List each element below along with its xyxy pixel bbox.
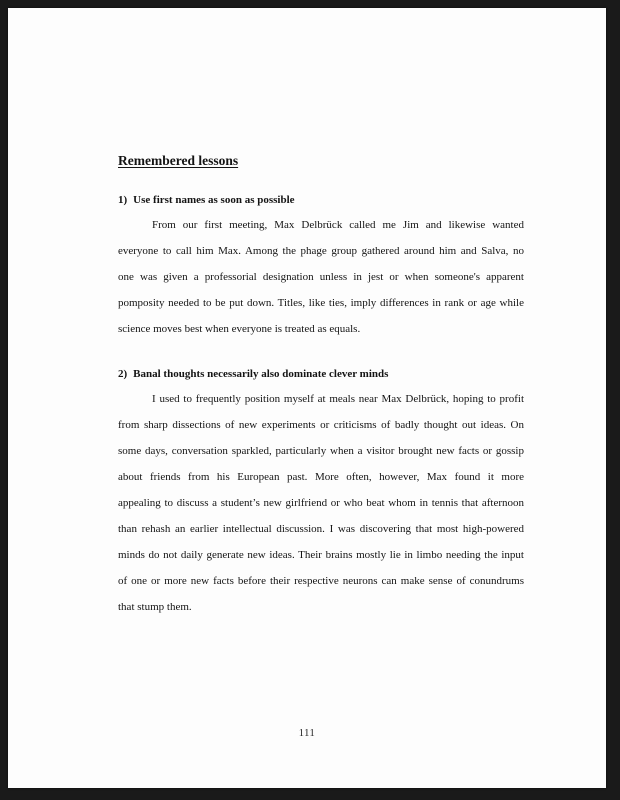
document-page xyxy=(8,8,606,788)
paragraph-line: that stump them. xyxy=(118,601,192,613)
section-number-1: 1) xyxy=(118,194,128,206)
section-1 xyxy=(118,194,524,342)
paragraph-line: about friends from his European past. More often, however, Max found it more xyxy=(118,471,524,483)
paragraph-line: appealing to discuss a student’s new girlfriend or who beat whom in tennis that afternoon xyxy=(118,497,524,509)
paragraph-line: science moves best when everyone is treated as equals. xyxy=(118,323,361,335)
page-title: Remembered lessons xyxy=(118,153,239,168)
paragraph-line: everyone to call him Max. Among the phage group gathered around him and Salva, no xyxy=(118,245,524,257)
paragraph-line: minds do not daily generate new ideas. Their brains mostly lie in limbo needing the input xyxy=(118,549,524,561)
paragraph-line: than rehash an earlier intellectual discussion. I was discovering that most high-powered xyxy=(118,523,524,535)
section-number-2: 2) xyxy=(118,368,128,380)
section-heading-2 xyxy=(118,368,524,380)
paragraph-line: From our first meeting, Max Delbrück called me Jim and likewise wanted xyxy=(152,219,524,231)
section-2 xyxy=(118,368,524,620)
page-number: 111 xyxy=(298,728,316,739)
paragraph-2 xyxy=(118,386,524,620)
section-heading-1 xyxy=(118,194,524,206)
paragraph-1 xyxy=(118,212,524,342)
paragraph-line: from sharp dissections of new experiments or criticisms of badly thought out ideas. On xyxy=(118,419,524,431)
page-content xyxy=(118,153,524,620)
section-heading-text-2: Banal thoughts necessarily also dominate clever minds xyxy=(133,368,389,380)
section-heading-text-1: Use first names as soon as possible xyxy=(133,194,295,206)
paragraph-line: pomposity needed to be put down. Titles, like ties, imply differences in rank or age while xyxy=(118,297,524,309)
paragraph-line: one was given a professorial designation unless in jest or when someone's apparent xyxy=(118,271,524,283)
paragraph-line: some days, conversation sparkled, particularly when a visitor brought new facts or gossip xyxy=(118,445,524,457)
paragraph-line: I used to frequently position myself at meals near Max Delbrück, hoping to profit xyxy=(152,393,524,405)
paragraph-line: of one or more new facts before their respective neurons can make sense of conundrums xyxy=(118,575,524,587)
